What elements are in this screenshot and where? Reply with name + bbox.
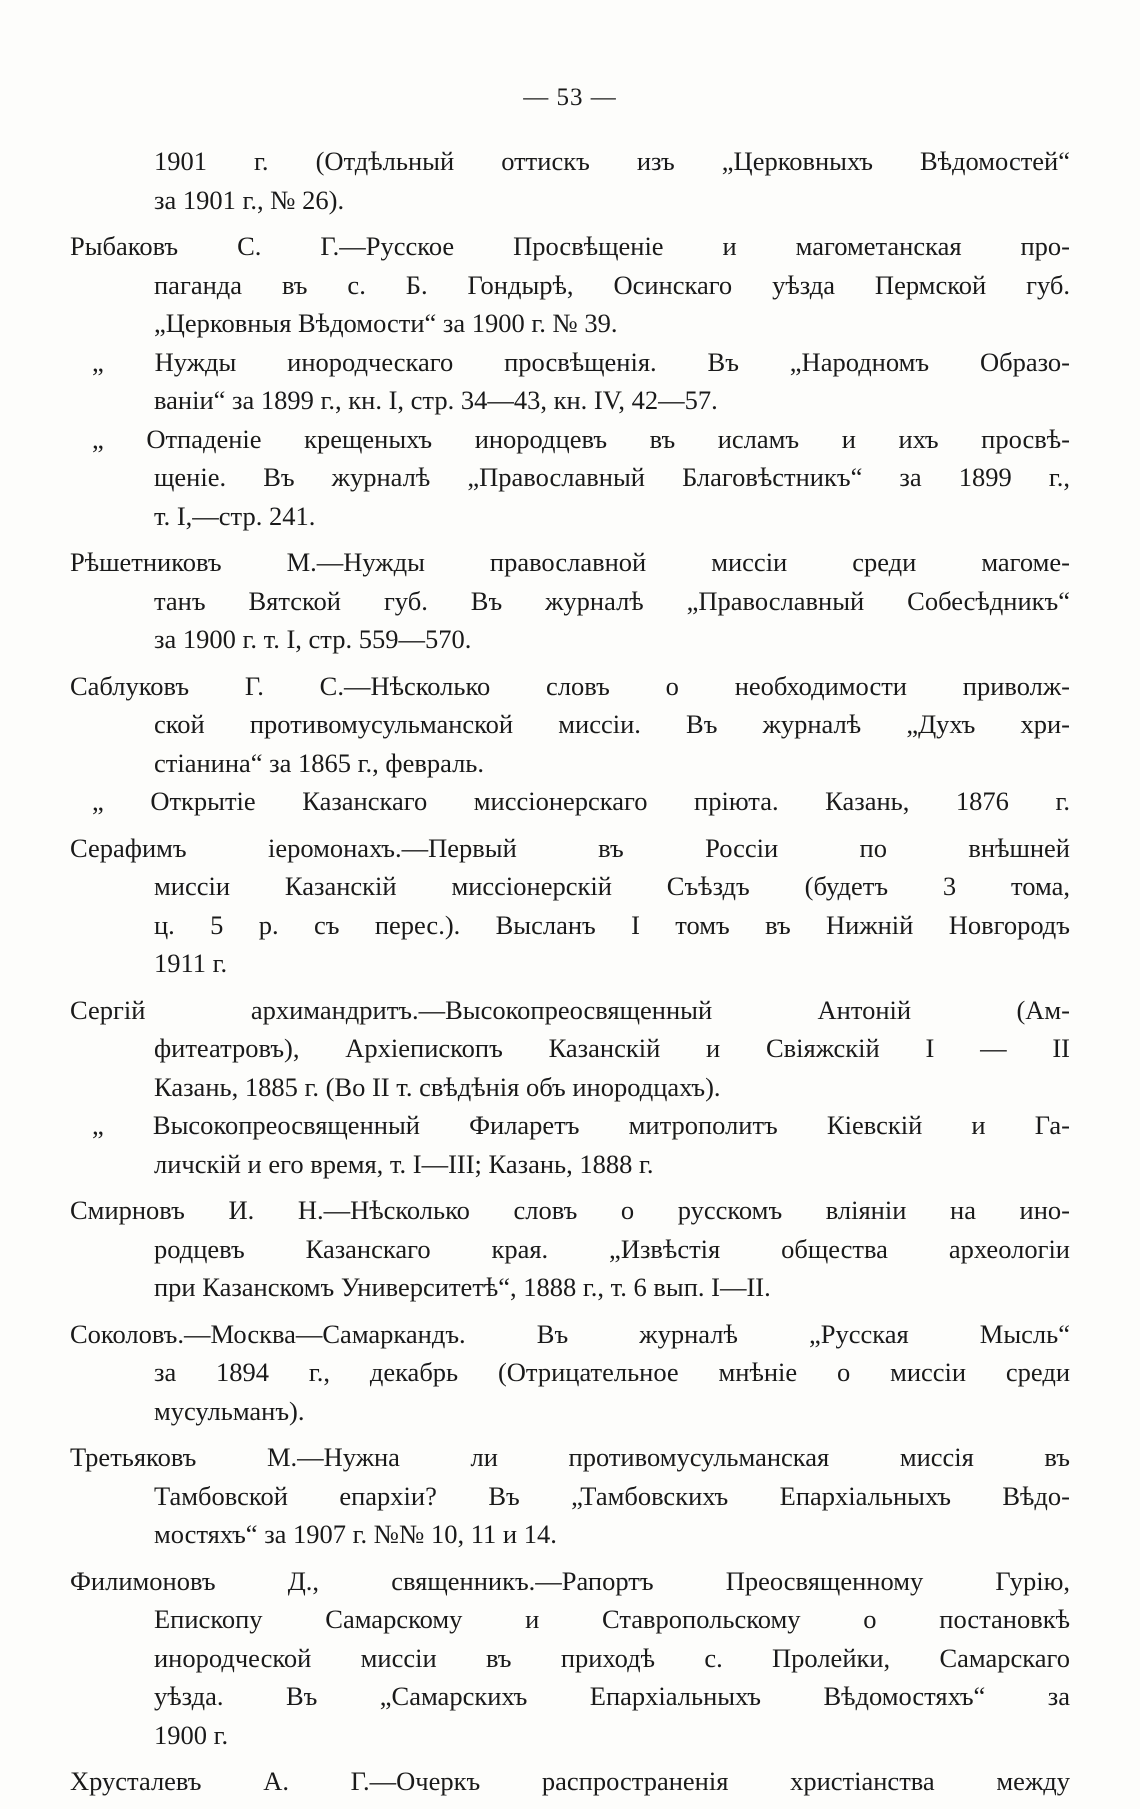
bibliography-entry xyxy=(70,667,1070,821)
text-line: „ Нужды инородческаго просвѣщенія. Въ „Народномъ Образо- xyxy=(92,346,1070,377)
text-line: 1901 г. (Отдѣльный оттискъ изъ „Церковныхъ Вѣдомостей“ xyxy=(154,146,1070,176)
bibliography-entry xyxy=(70,1315,1070,1431)
text-line: ваніи“ за 1899 г., кн. I, стр. 34—43, кн. IV, 42—57. xyxy=(154,385,718,415)
bibliography-entry xyxy=(70,829,1070,983)
text-line: Епископу Самарскому и Ставропольскому о постановкѣ xyxy=(154,1604,1070,1634)
text-line: миссіи Казанскій миссіонерскій Съѣздъ (будетъ 3 тома, xyxy=(154,871,1070,901)
text-line: Серафимъ іеромонахъ.—Первый въ Россіи по внѣшней xyxy=(70,832,1070,863)
text-line: стіанина“ за 1865 г., февраль. xyxy=(154,747,485,778)
text-line: т. I,—стр. 241. xyxy=(154,500,316,531)
text-line: при Казанскомъ Университетѣ“, 1888 г., т. 6 вып. I—II. xyxy=(154,1272,771,1302)
text-line: Филимоновъ Д., священникъ.—Рапортъ Преосвященному Гурію, xyxy=(70,1565,1070,1596)
text-line: ской противомусульманской миссіи. Въ журналѣ „Духъ хри- xyxy=(154,709,1070,739)
bibliography-entry xyxy=(70,227,1070,535)
text-line: Хрусталевъ А. Г.—Очеркъ распространенія христіанства между xyxy=(70,1766,1070,1796)
text-line: мусульманъ). xyxy=(154,1395,305,1426)
bibliography-entry xyxy=(70,1191,1070,1307)
bibliography-entry xyxy=(70,991,1070,1184)
bibliography-entry xyxy=(70,543,1070,659)
page-number: — 53 — xyxy=(523,84,617,111)
text-line: за 1900 г. т. I, стр. 559—570. xyxy=(154,624,472,654)
text-line: уѣзда. Въ „Самарскихъ Епархіальныхъ Вѣдомостяхъ“ за xyxy=(154,1681,1070,1711)
text-line: 1911 г. xyxy=(154,948,228,978)
text-line: Саблуковъ Г. С.—Нѣсколько словъ о необходимости приволж- xyxy=(70,670,1070,701)
text-line: Казань, 1885 г. (Во II т. свѣдѣнія объ инородцахъ). xyxy=(154,1071,721,1102)
text-line: мостяхъ“ за 1907 г. №№ 10, 11 и 14. xyxy=(154,1519,557,1549)
text-line: Соколовъ.—Москва—Самаркандъ. Въ журналѣ „Русская Мысль“ xyxy=(70,1318,1070,1349)
text-line: „ Отпаденіе крещеныхъ инородцевъ въ исламъ и ихъ просвѣ- xyxy=(92,423,1070,454)
text-line: щеніе. Въ журналѣ „Православный Благовѣстникъ“ за 1899 г., xyxy=(154,462,1070,492)
text-line: за 1901 г., № 26). xyxy=(154,184,345,215)
text-line: 1900 г. xyxy=(154,1719,229,1750)
bibliography-entry xyxy=(70,1762,1070,1801)
text-line: „Церковныя Вѣдомости“ за 1900 г. № 39. xyxy=(154,308,618,338)
text-line: Сергій архимандритъ.—Высокопреосвященный Антоній (Ам- xyxy=(70,994,1070,1025)
text-line: „ Открытіе Казанскаго миссіонерскаго пріюта. Казань, 1876 г. xyxy=(92,786,1070,816)
text-line: фитеатровъ), Архіепископъ Казанскій и Свіяжскій I — II xyxy=(154,1033,1070,1063)
text-line: Тамбовской епархіи? Въ „Тамбовскихъ Епархіальныхъ Вѣдо- xyxy=(154,1480,1070,1511)
text-line: Рѣшетниковъ М.—Нужды православной миссіи среди магоме- xyxy=(70,547,1070,577)
bibliography-text xyxy=(70,142,1070,1801)
bibliography-entry xyxy=(70,142,1070,219)
text-line: родцевъ Казанскаго края. „Извѣстія общества археологіи xyxy=(154,1233,1070,1264)
bibliography-entry xyxy=(70,1562,1070,1755)
bibliography-entry xyxy=(70,1438,1070,1554)
text-line: „ Высокопреосвященный Филаретъ митрополитъ Кіевскій и Га- xyxy=(92,1110,1070,1140)
text-line: инородческой миссіи въ приходѣ с. Пролейки, Самарскаго xyxy=(154,1642,1070,1673)
text-line: Третьяковъ М.—Нужна ли противомусульманская миссія въ xyxy=(70,1442,1070,1472)
text-line: паганда въ с. Б. Гондырѣ, Осинскаго уѣзда Пермской губ. xyxy=(154,269,1070,300)
text-line: личскій и его время, т. I—III; Казань, 1888 г. xyxy=(154,1148,654,1179)
text-line: за 1894 г., декабрь (Отрицательное мнѣніе о миссіи среди xyxy=(154,1357,1070,1387)
text-line: Смирновъ И. Н.—Нѣсколько словъ о русскомъ вліяніи на ино- xyxy=(70,1195,1070,1225)
text-line: Рыбаковъ С. Г.—Русское Просвѣщеніе и магометанская про- xyxy=(70,231,1070,261)
text-line: ц. 5 р. съ перес.). Высланъ I томъ въ Нижній Новгородъ xyxy=(154,909,1070,940)
text-line: танъ Вятской губ. Въ журналѣ „Православный Собесѣдникъ“ xyxy=(154,585,1070,616)
